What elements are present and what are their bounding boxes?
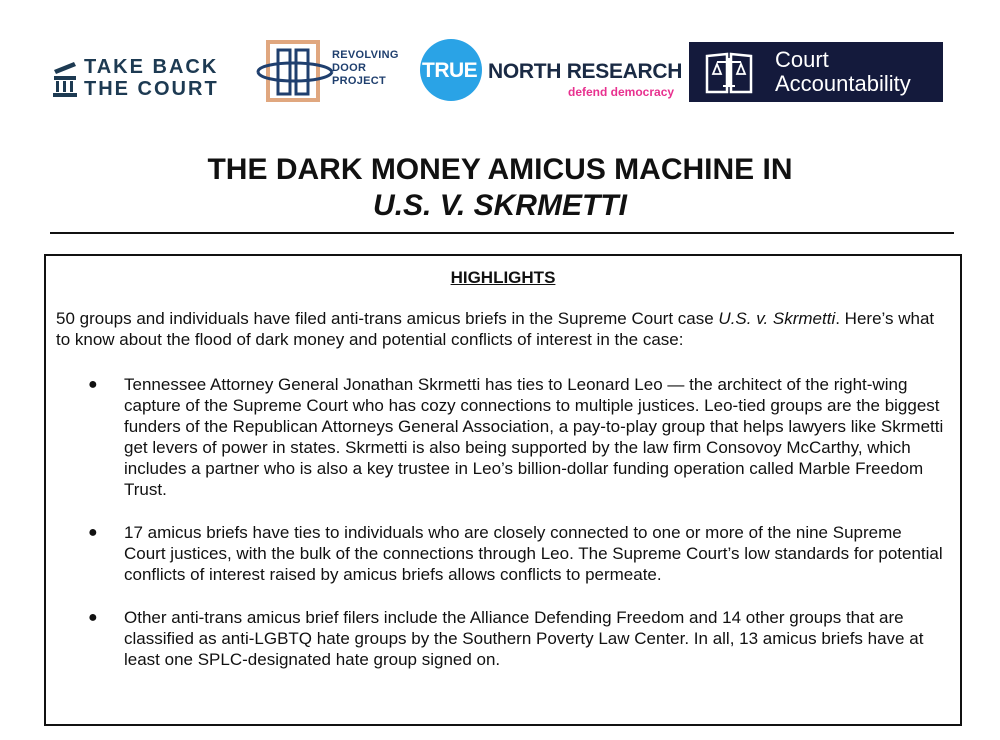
list-item-text: Other anti-trans amicus brief filers include the Alliance Defending Freedom and 14 other groups that are classified as anti-LGBTQ hate groups by the Southern Poverty Law Center. In all, 13 amicus briefs have at least one SPLC-designated hate group signed on. [124, 608, 924, 669]
bullet: ● [88, 524, 98, 541]
wordmark-line: DOOR [332, 62, 367, 74]
logo-text-line2: THE COURT [84, 78, 219, 100]
logo-tagline: defend democracy [568, 85, 675, 99]
list-item [46, 607, 946, 670]
bullet: ● [88, 609, 98, 626]
intro-text: . Here’s what to know about the flood of dark money and potential conflicts of interest in the case: [56, 309, 935, 349]
partner-logos [0, 36, 1000, 106]
revolving-door-project-wordmark [332, 49, 399, 88]
list-item-text: Tennessee Attorney General Jonathan Skrmetti has ties to Leonard Leo — the architect of the right-wing capture of the Supreme Court who has cozy connections to multiple justices. Leo-tied groups are the biggest funders of the Republican Attorneys General Association, a pay-to-play group that helps lawyers like Skrmetti get levers of power in states. Skrmetti is also being supported by the law firm Consovoy McCarthy, which includes a partner who is also a key trustee in Leo’s billion-dollar funding operation called Marble Freedom Trust. [124, 375, 944, 499]
list-item [46, 522, 946, 585]
courthouse-icon [52, 58, 78, 98]
intro-case-name: U.S. v. Skrmetti [718, 309, 836, 328]
document-title [0, 152, 1000, 224]
take-back-the-court-logo [52, 56, 242, 102]
intro-text: 50 groups and individuals have filed anti-trans amicus briefs in the Supreme Court case [56, 309, 719, 328]
wordmark-line: PROJECT [332, 75, 387, 87]
highlights-intro [56, 308, 952, 350]
true-north-research-logo [420, 39, 690, 105]
logo-text-line1: Court [775, 47, 829, 72]
list-item [46, 374, 946, 500]
highlights-list [46, 374, 946, 692]
logo-text-line2: Accountability [775, 71, 911, 96]
logo-north-research-text: NORTH RESEARCH [488, 60, 683, 83]
title-line2: U.S. V. SKRMETTI [373, 189, 627, 222]
highlights-box [44, 254, 962, 726]
title-divider [50, 232, 954, 234]
revolving-door-project-logo [256, 38, 406, 104]
wordmark-line: REVOLVING [332, 49, 399, 61]
list-item-text: 17 amicus briefs have ties to individuals who are closely connected to one or more of the nine Supreme Court justices, with the bulk of the connections through Leo. The Supreme Court’s low standards for potential conflicts of interest raised by amicus briefs allows conflicts to permeate. [124, 523, 943, 584]
bullet: ● [88, 376, 98, 393]
title-line1: THE DARK MONEY AMICUS MACHINE IN [207, 153, 793, 186]
logo-true-text: TRUE [422, 59, 478, 82]
revolving-door-icon [256, 38, 336, 104]
logo-text-line1: TAKE BACK [84, 56, 219, 78]
highlights-heading: HIGHLIGHTS [450, 268, 556, 287]
open-book-scales-icon [703, 48, 755, 96]
court-accountability-logo [689, 42, 943, 102]
